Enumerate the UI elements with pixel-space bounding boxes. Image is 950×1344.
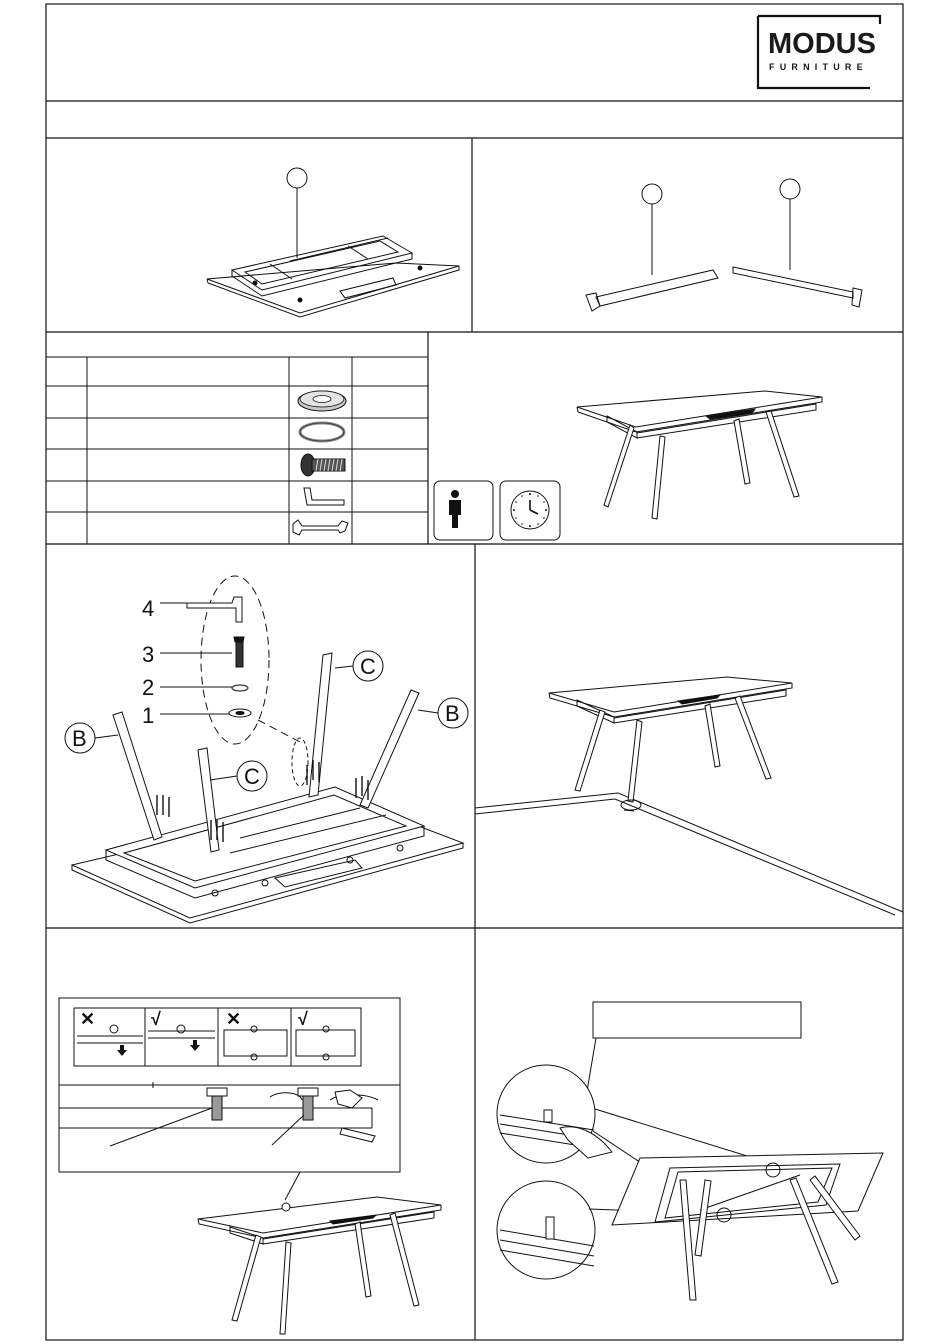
callout-number-4: 4	[142, 596, 155, 621]
callout-letter-c-top: C	[360, 654, 376, 679]
step-assembly-illustration	[65, 576, 468, 923]
callout-letter-b-left: B	[72, 726, 87, 751]
leveling-right-mark-2: √	[298, 1009, 308, 1029]
leveling-wrong-mark-1: ✕	[80, 1009, 96, 1029]
part-callout-circle	[780, 179, 800, 199]
brand-logo-tagline: FURNITURE	[769, 62, 868, 72]
callout-number-1: 1	[142, 703, 155, 728]
part-callout-circle	[287, 168, 307, 188]
step-turn-over-illustration	[475, 677, 903, 915]
brand-logo-name: MODUS	[768, 28, 876, 60]
part-legs-illustration	[586, 179, 862, 311]
page-grid	[46, 4, 903, 1340]
wrench-icon	[293, 520, 348, 535]
callout-letter-b-right: B	[445, 701, 460, 726]
bolt-icon	[301, 454, 345, 476]
clock-icon	[500, 481, 560, 540]
callout-letter-c-mid: C	[244, 764, 260, 789]
callout-number-3: 3	[142, 642, 155, 667]
finished-table-illustration	[577, 391, 822, 519]
leveling-wrong-mark-2: ✕	[226, 1009, 242, 1029]
hardware-table	[46, 357, 428, 544]
spring-washer-icon	[300, 423, 344, 441]
washer-icon	[298, 391, 346, 411]
allen-key-icon	[304, 488, 344, 505]
step-extension-illustration	[497, 1002, 883, 1300]
callout-number-2: 2	[142, 675, 155, 700]
note-box	[593, 1002, 801, 1038]
part-frame-illustration	[207, 168, 459, 317]
step-leveling-illustration	[59, 998, 441, 1334]
person-icon	[434, 481, 493, 540]
part-callout-circle	[642, 184, 662, 204]
leveling-right-mark-1: √	[151, 1009, 161, 1029]
